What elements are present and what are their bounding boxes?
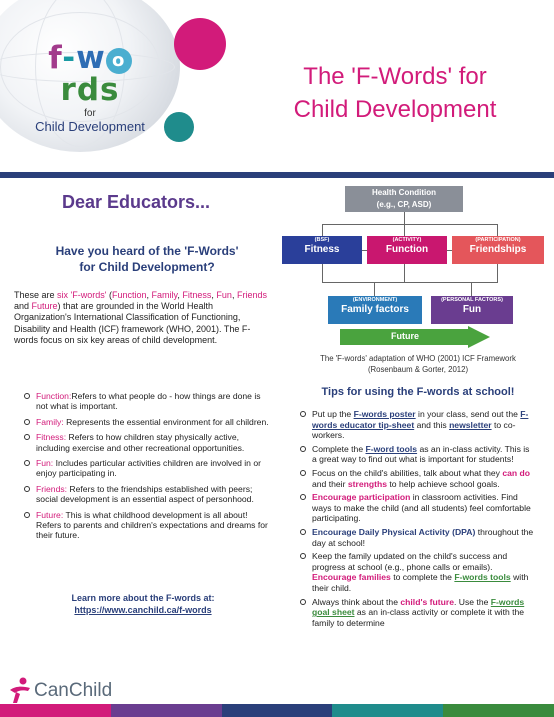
list-item: Encourage Daily Physical Activity (DPA) throughout the day at school! [300,527,536,548]
header-divider [0,172,554,178]
function-box: (ACTIVITY) Function [367,236,447,264]
list-item: Function:Refers to what people do - how things are done is not what is important. [24,391,272,412]
list-item: Future: This is what childhood development is all about! Refers to parents and children's expectations and dreams for their future. [24,510,272,541]
canchild-link[interactable]: https://www.canchild.ca/f-words [74,605,212,615]
list-item: Always think about the child's future. Use the F-words goal sheet as an in-class activity or complete it with the family to determine [300,597,536,629]
future-arrow: Future [340,326,490,348]
fwords-tools-link[interactable]: F-words tools [454,572,511,583]
newsletter-link[interactable]: newsletter [449,419,492,430]
health-condition-box: Health Condition (e.g., CP, ASD) [345,186,463,212]
list-item: Complete the F-word tools as an in-class activity. This is a great way to find out what is important for students! [300,444,536,465]
fwords-definition-list [24,391,272,546]
friendships-box: (PARTICIPATION) Friendships [452,236,544,264]
page-title: The 'F-Words' for Child Development [293,63,497,123]
list-item: Encourage participation in classroom activities. Find ways to make the child (and all students) feel comfortable participating. [300,492,536,524]
canchild-logo: CanChild [8,676,138,704]
list-item: Keep the family updated on the child's success and progress at school (e.g., phone calls or emails). Encourage families to complete the F-words tools with their child. [300,551,536,593]
list-item: Friends: Refers to the friendships established with peers; social development is an essential aspect of personhood. [24,484,272,505]
fword-tools-link[interactable]: F-word tools [365,443,418,454]
fwords-poster-link[interactable]: F-words poster [353,409,416,419]
list-item: Put up the F-words poster in your class, send out the F-words educator tip-sheet and this newsletter to co-workers. [300,409,536,441]
intro-paragraph: These are six 'F-words' (Function, Family, Fitness, Fun, Friends and Future) that are grounded in the World Health Organization's International Classification of Functioning, Disability and Health (ICF) framework (WHO, 2001). The F-words focus on six key areas of child development. [14,290,267,345]
list-item: Family: Represents the essential environment for all children. [24,417,272,427]
question-heading: Have you heard of the 'F-Words' for Child Development? [55,244,239,274]
footer-color-bar [0,704,554,717]
fitness-box: (BSF) Fitness [282,236,362,264]
teal-circle-decoration [164,112,194,142]
list-item: Focus on the child's abilities, talk about what they can do and their strengths to help achieve school goals. [300,468,536,489]
tip-sheet-link[interactable]: F-words educator tip-sheet [312,409,529,430]
family-factors-box: (ENVIRONMENT) Family factors [328,296,422,324]
tips-list [300,409,536,631]
fwords-logo: f-w ords for Child Development [35,40,145,134]
fun-box: (PERSONAL FACTORS) Fun [431,296,513,324]
tips-heading: Tips for using the F-words at school! [321,386,515,398]
diagram-caption: The 'F-words' adaptation of WHO (2001) ICF Framework (Rosenbaum & Gorter, 2012) [320,354,516,374]
canchild-figure-icon [8,676,32,704]
learn-more: Learn more about the F-words at: https://www.canchild.ca/f-words [14,592,272,616]
greeting-heading: Dear Educators... [61,192,211,212]
goal-sheet-link[interactable]: F-words goal sheet [312,596,525,618]
list-item: Fun: Includes particular activities children are involved in or enjoy participating in. [24,458,272,479]
pink-circle-decoration [174,18,226,70]
header [0,0,554,172]
list-item: Fitness: Refers to how children stay physically active, including exercise and other recreational opportunities. [24,432,272,453]
